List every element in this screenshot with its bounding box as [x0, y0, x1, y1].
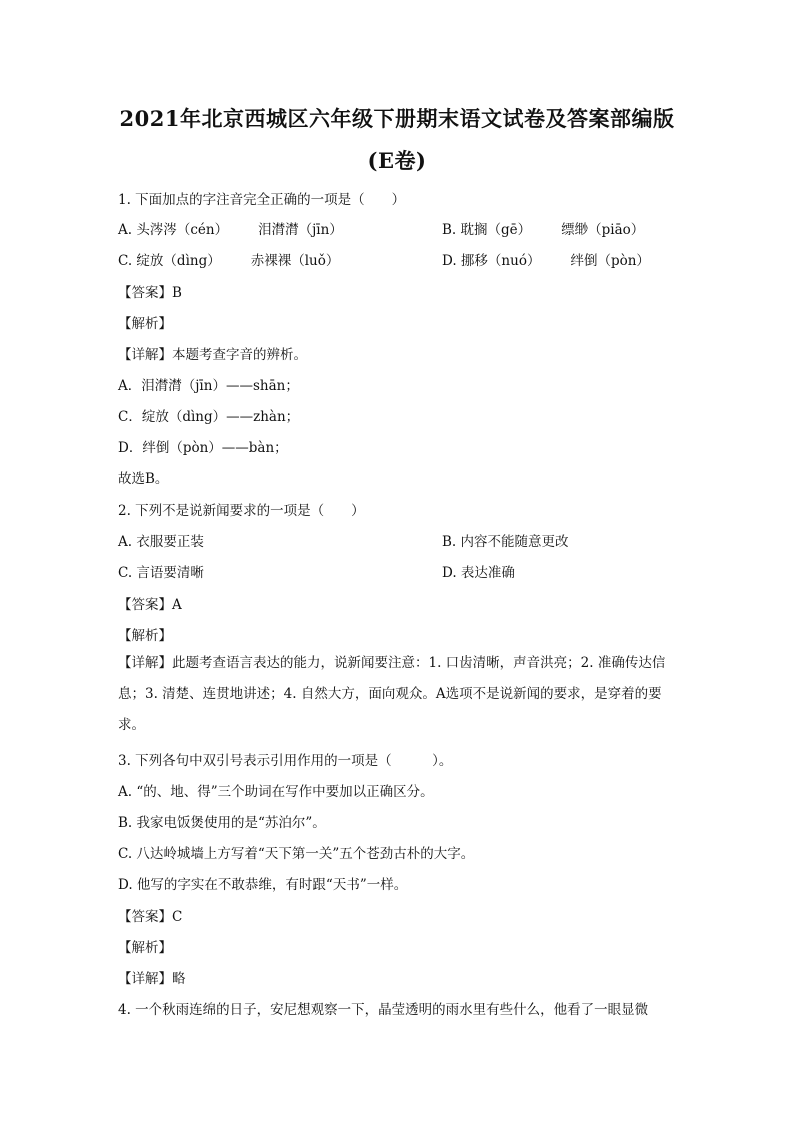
q2-option-a: A. 衣服要正装: [118, 534, 204, 550]
q1-explanation-a: A．泪潸潸（jīn）——shān；: [118, 378, 299, 394]
q3-answer: 【答案】C: [118, 909, 183, 925]
q1-option-a-word2: 泪潸潸（jīn）: [258, 222, 343, 238]
q1-option-b-word2: 缥缈（piāo）: [561, 222, 645, 238]
q1-detail: 【详解】本题考查字音的辨析。: [118, 347, 307, 363]
q1-option-c: [118, 249, 339, 269]
q1-option-b-word1: B. 耽搁（gē）: [442, 222, 532, 238]
q2-analysis-heading: 【解析】: [118, 628, 172, 644]
q1-explanation-d: D．绊倒（pòn）——bàn；: [118, 440, 288, 456]
q3-analysis-heading: 【解析】: [118, 940, 172, 956]
q1-answer: 【答案】B: [118, 285, 182, 301]
q2-option-d: D. 表达准确: [442, 565, 515, 581]
q2-stem: 2. 下列不是说新闻要求的一项是（ ）: [118, 503, 365, 519]
q1-stem: 1. 下面加点的字注音完全正确的一项是（ ）: [118, 192, 406, 208]
q2-detail: 【详解】此题考查语言表达的能力，说新闻要注意：1. 口齿清晰，声音洪亮；2. 准确传达信息；3. 清楚、连贯地讲述；4. 自然大方，面向观众。A选项不是说新闻的要求，是穿着的要求。: [118, 655, 666, 733]
q1-option-d-word1: D. 挪移（nuó）: [442, 253, 541, 269]
q1-option-d-word2: 绊倒（pòn）: [570, 253, 650, 269]
q2-answer: 【答案】A: [118, 597, 182, 613]
q1-option-c-word1: C. 绽放（dìng）: [118, 253, 221, 269]
q3-option-a: A. “的、地、得”三个助词在写作中要加以正确区分。: [118, 784, 434, 800]
q3-option-d: D. 他写的字实在不敢恭维，有时跟“天书”一样。: [118, 877, 408, 893]
q1-conclusion: 故选B。: [118, 471, 169, 487]
q4-stem: 4. 一个秋雨连绵的日子，安尼想观察一下，晶莹透明的雨水里有些什么，他看了一眼显微: [118, 1002, 649, 1018]
q3-stem: 3. 下列各句中双引号表示引用作用的一项是（ ）。: [118, 753, 453, 769]
q1-analysis-heading: 【解析】: [118, 316, 172, 332]
q3-option-b: B. 我家电饭煲使用的是“苏泊尔”。: [118, 815, 326, 831]
q1-explanation-c: C．绽放（dìng）——zhàn；: [118, 409, 300, 425]
q1-option-c-word2: 赤裸裸（luǒ）: [250, 253, 340, 269]
page-title: 2021年北京西城区六年级下册期末语文试卷及答案部编版: [119, 106, 675, 131]
page-subtitle: (E卷): [367, 148, 427, 173]
q3-option-c: C. 八达岭城墙上方写着“天下第一关”五个苍劲古朴的大字。: [118, 846, 475, 862]
q1-option-d: [442, 249, 650, 269]
q1-option-a: [118, 218, 343, 238]
q2-option-c: C. 言语要清晰: [118, 565, 204, 581]
q1-option-a-word1: A. 头涔涔（cén）: [118, 222, 229, 238]
q1-option-b: [442, 218, 644, 238]
q3-detail: 【详解】略: [118, 971, 186, 987]
q2-option-b: B. 内容不能随意更改: [442, 534, 569, 550]
